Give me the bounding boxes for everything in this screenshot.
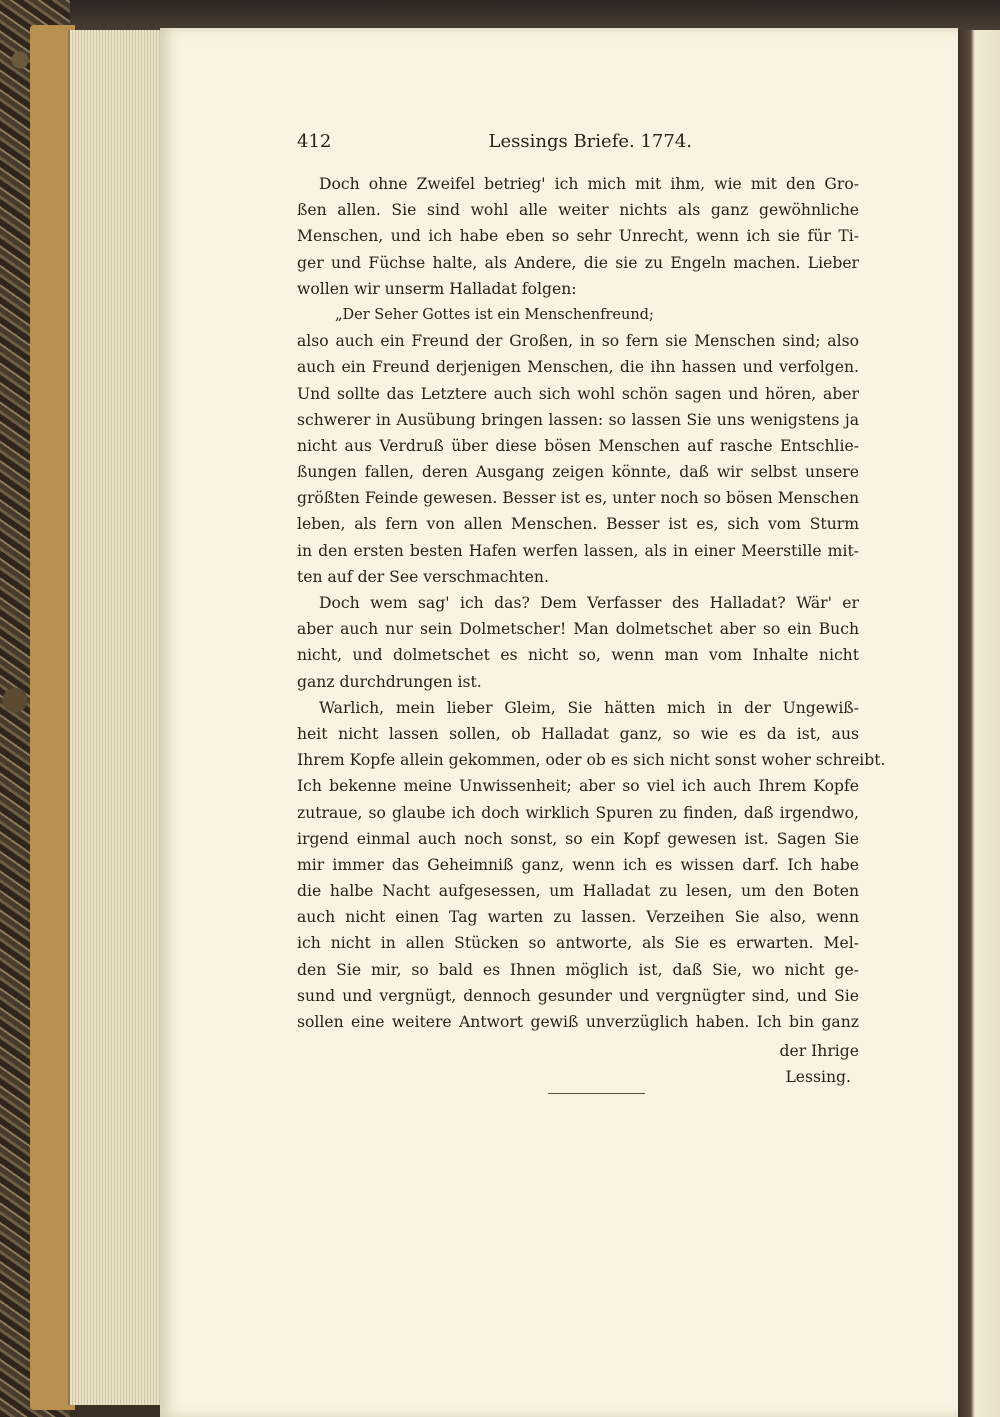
text-line: zutraue, so glaube ich doch wirklich Spuren zu finden, daß irgendwo, xyxy=(297,803,859,822)
closing-signature xyxy=(297,1038,859,1090)
text-line: heit nicht lassen sollen, ob Halladat ganz, so wie es da ist, aus xyxy=(297,724,859,743)
text-line: also auch ein Freund der Großen, in so fern sie Menschen sind; also xyxy=(297,332,859,351)
text-line: schwerer in Ausübung bringen lassen: so lassen Sie uns wenigstens ja xyxy=(297,410,859,429)
text-line: Lessing. xyxy=(785,1068,851,1087)
text-line: Warlich, mein lieber Gleim, Sie hätten mich in der Ungewiß- xyxy=(319,698,859,717)
text-line: Menschen, und ich habe eben so sehr Unrecht, wenn ich sie für Ti- xyxy=(297,227,859,246)
running-header xyxy=(297,131,692,152)
text-line: nicht aus Verdruß über diese bösen Menschen auf rasche Entschlie- xyxy=(297,436,859,455)
facing-page-edge xyxy=(958,30,1000,1417)
text-line: die halbe Nacht aufgesessen, um Halladat zu lesen, um den Boten xyxy=(297,882,859,901)
text-line: sollen eine weitere Antwort gewiß unverzüglich haben. Ich bin ganz xyxy=(297,1013,859,1031)
text-line: nicht, und dolmetschet es nicht so, wenn man vom Inhalte nicht xyxy=(297,646,859,665)
text-line: in den ersten besten Hafen werfen lassen, als in einer Meerstille mit- xyxy=(297,541,859,560)
text-line: mir immer das Geheimniß ganz, wenn ich es wissen darf. Ich habe xyxy=(297,855,859,874)
paragraph xyxy=(297,328,859,590)
text-line: wollen wir unserm Halladat folgen: xyxy=(297,279,577,298)
text-line: auch ein Freund derjenigen Menschen, die ihn hassen und verfolgen. xyxy=(297,358,859,377)
text-line: ich nicht in allen Stücken so antworte, als Sie es erwarten. Mel- xyxy=(297,934,859,953)
paragraph xyxy=(297,695,886,1035)
letter-body xyxy=(297,171,886,1091)
text-line: Doch ohne Zweifel betrieg' ich mich mit ihm, wie mit den Gro- xyxy=(319,175,859,193)
page-number: 412 xyxy=(297,131,332,152)
text-line: aber auch nur sein Dolmetscher! Man dolmetschet aber so ein Buch xyxy=(297,620,859,639)
text-line: auch nicht einen Tag warten zu lassen. Verzeihen Sie also, wenn xyxy=(297,908,859,927)
end-rule xyxy=(548,1093,645,1094)
text-line: größten Feinde gewesen. Besser ist es, unter noch so bösen Menschen xyxy=(297,489,859,508)
paragraph xyxy=(297,171,859,302)
text-line: leben, als fern von allen Menschen. Besser ist es, sich vom Sturm xyxy=(297,515,859,534)
text-line: Ich bekenne meine Unwissenheit; aber so viel ich auch Ihrem Kopfe xyxy=(297,777,859,796)
running-title: Lessings Briefe. 1774. xyxy=(488,131,692,152)
text-line: sund und vergnügt, dennoch gesunder und vergnügter sind, und Sie xyxy=(297,986,859,1005)
text-line: der Ihrige xyxy=(779,1042,859,1061)
text-line: ger und Füchse halte, als Andere, die sie zu Engeln machen. Lieber xyxy=(297,253,859,272)
text-line: ten auf der See verschmachten. xyxy=(297,567,549,586)
text-line: ganz durchdrungen ist. xyxy=(297,672,482,691)
text-line: den Sie mir, so bald es Ihnen möglich ist, daß Sie, wo nicht ge- xyxy=(297,960,859,979)
text-line: Doch wem sag' ich das? Dem Verfasser des Halladat? Wär' er xyxy=(319,594,859,612)
page-stack xyxy=(68,30,165,1405)
text-line: Und sollte das Letztere auch sich wohl schön sagen und hören, aber xyxy=(297,384,859,403)
text-line: ßen allen. Sie sind wohl alle weiter nichts als ganz gewöhnliche xyxy=(297,201,859,220)
text-line: „Der Seher Gottes ist ein Menschenfreund; xyxy=(335,306,654,323)
text-line: ßungen fallen, deren Ausgang zeigen könnte, daß wir selbst unsere xyxy=(297,463,859,482)
paragraph xyxy=(297,590,859,695)
quotation xyxy=(297,302,859,328)
text-line: irgend einmal auch noch sonst, so ein Kopf gewesen ist. Sagen Sie xyxy=(297,829,859,848)
text-line: Ihrem Kopfe allein gekommen, oder ob es sich nicht sonst woher schreibt. xyxy=(297,751,886,770)
